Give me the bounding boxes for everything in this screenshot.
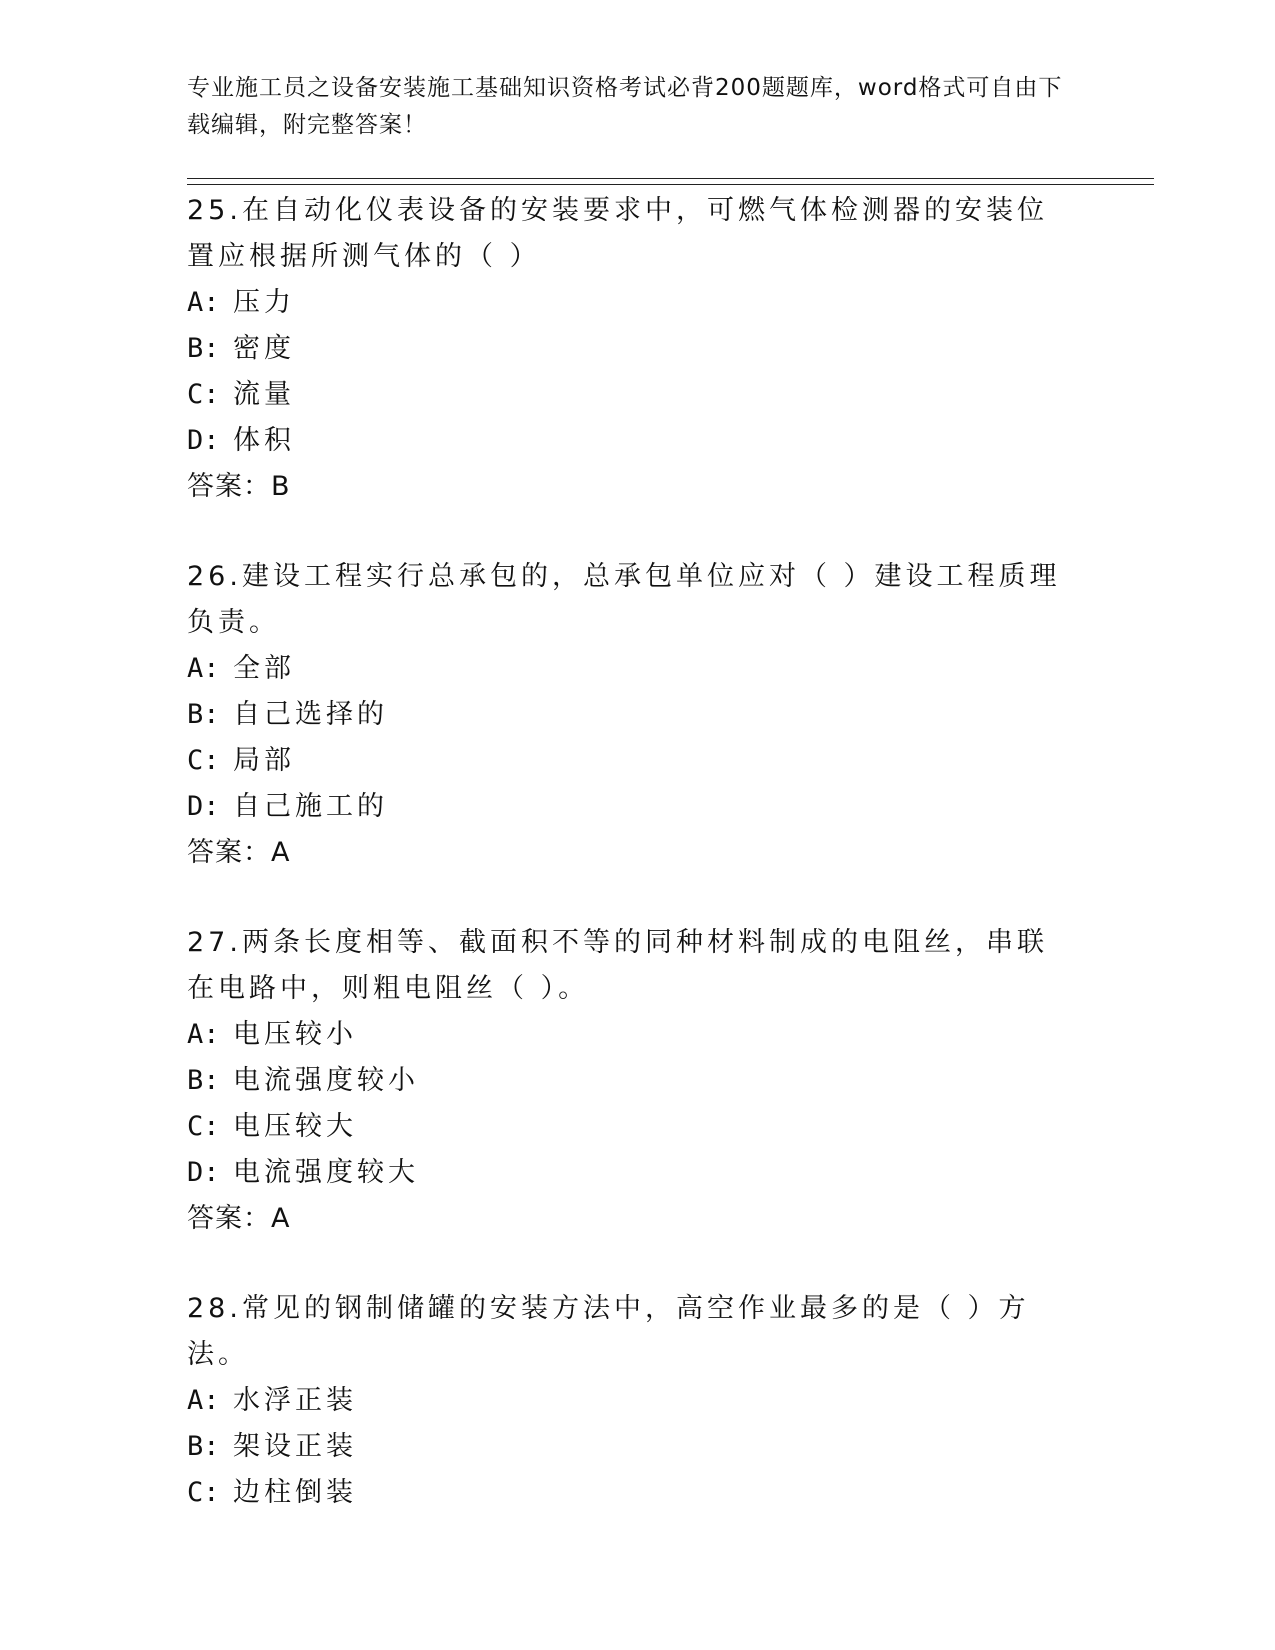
option-letter: C: (187, 1111, 220, 1142)
option-letter: D: (187, 791, 220, 822)
option-text: 水浮正装 (233, 1385, 357, 1416)
option-row (187, 326, 1077, 372)
question-stem: 28.常见的钢制储罐的安装方法中，高空作业最多的是（ ）方法。 (187, 1293, 1030, 1370)
option-row (187, 784, 1077, 830)
option-row (187, 692, 1077, 738)
option-letter: B: (187, 1431, 220, 1462)
option-letter: A: (187, 1019, 220, 1050)
option-text: 电流强度较大 (233, 1157, 419, 1188)
option-row (187, 738, 1077, 784)
option-text: 全部 (233, 653, 295, 684)
option-row (187, 1424, 1077, 1470)
option-text: 电流强度较小 (233, 1065, 419, 1096)
option-letter: D: (187, 1157, 220, 1188)
option-letter: A: (187, 653, 220, 684)
option-text: 自己选择的 (233, 699, 388, 730)
header-divider-bottom (187, 184, 1154, 185)
option-text: 边柱倒装 (233, 1477, 357, 1508)
question-stem: 25.在自动化仪表设备的安装要求中，可燃气体检测器的安装位置应根据所测气体的（ ） (187, 195, 1048, 272)
option-row (187, 1470, 1077, 1516)
option-letter: D: (187, 425, 220, 456)
option-row (187, 1104, 1077, 1150)
option-text: 电压较大 (233, 1111, 357, 1142)
question-block (187, 920, 1077, 1242)
question-block (187, 1286, 1077, 1516)
option-letter: A: (187, 287, 220, 318)
option-row (187, 1012, 1077, 1058)
option-text: 电压较小 (233, 1019, 357, 1050)
option-letter: B: (187, 699, 220, 730)
header-divider-top (187, 178, 1154, 179)
option-text: 架设正装 (233, 1431, 357, 1462)
question-block (187, 554, 1077, 876)
answer-line: 答案：B (187, 471, 291, 502)
option-text: 体积 (233, 425, 295, 456)
option-row (187, 1150, 1077, 1196)
option-letter: C: (187, 1477, 220, 1508)
question-stem: 26.建设工程实行总承包的，总承包单位应对（ ）建设工程质理负责。 (187, 561, 1061, 638)
document-header: 专业施工员之设备安装施工基础知识资格考试必背200题题库，word格式可自由下载编辑，附完整答案！ (187, 75, 1063, 138)
option-letter: A: (187, 1385, 220, 1416)
option-row (187, 646, 1077, 692)
question-block (187, 188, 1077, 510)
answer-line: 答案：A (187, 1203, 291, 1234)
option-letter: B: (187, 333, 220, 364)
option-text: 自己施工的 (233, 791, 388, 822)
option-row (187, 1378, 1077, 1424)
option-row (187, 1058, 1077, 1104)
option-letter: B: (187, 1065, 220, 1096)
option-text: 流量 (233, 379, 295, 410)
option-text: 压力 (233, 287, 295, 318)
answer-line: 答案：A (187, 837, 291, 868)
option-letter: C: (187, 745, 220, 776)
option-text: 密度 (233, 333, 295, 364)
question-stem: 27.两条长度相等、截面积不等的同种材料制成的电阻丝，串联在电路中，则粗电阻丝（ ）。 (187, 927, 1048, 1004)
option-text: 局部 (233, 745, 295, 776)
option-row (187, 372, 1077, 418)
option-row (187, 280, 1077, 326)
option-letter: C: (187, 379, 220, 410)
option-row (187, 418, 1077, 464)
